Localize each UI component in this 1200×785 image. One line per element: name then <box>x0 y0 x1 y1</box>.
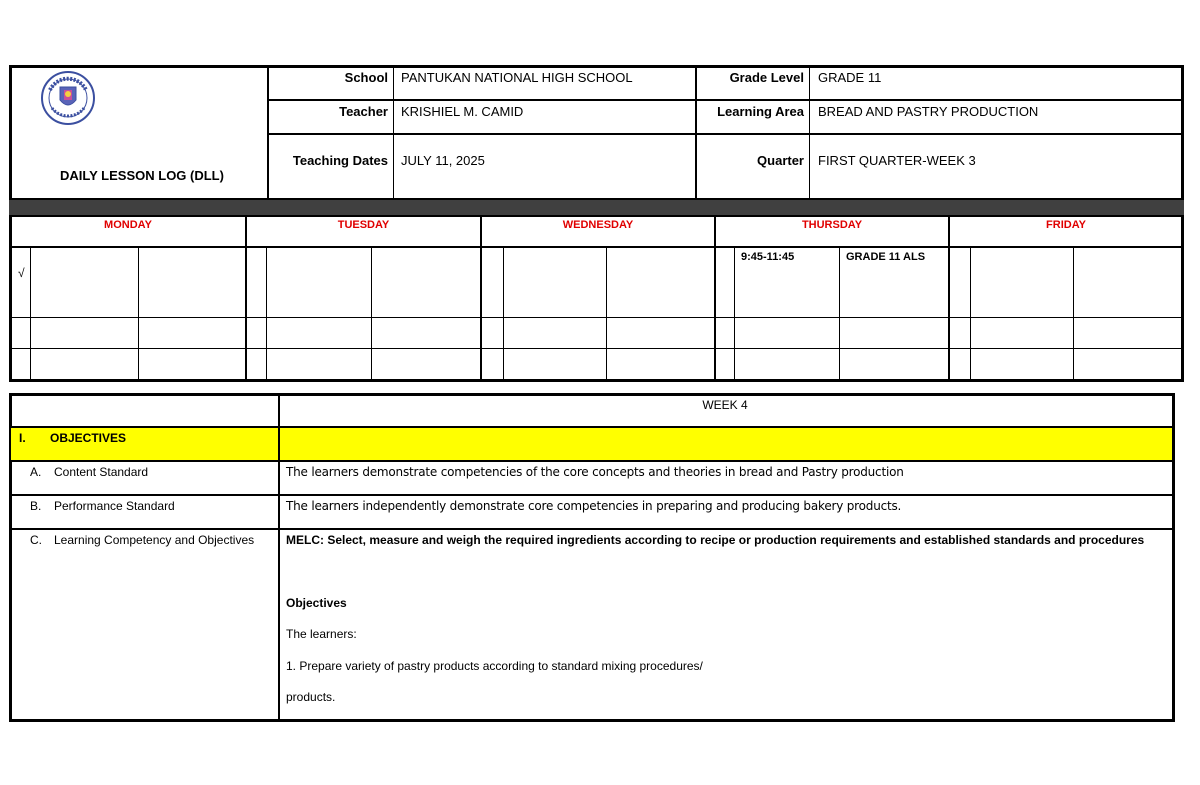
divider <box>138 247 139 380</box>
objective-item: 1. Prepare variety of pastry products according to standard mixing procedures/ <box>286 659 703 673</box>
week-label: WEEK 4 <box>702 398 748 412</box>
learning-area-value: BREAD AND PASTRY PRODUCTION <box>818 104 1039 119</box>
quarter-label: Quarter <box>757 153 804 168</box>
divider <box>503 247 504 380</box>
objective-item-continued: products. <box>286 690 336 704</box>
divider <box>734 247 735 380</box>
divider <box>11 528 1172 530</box>
divider <box>268 99 1182 101</box>
learning-competency-label: Learning Competency and Objectives <box>54 533 255 547</box>
day-thursday: THURSDAY <box>801 219 863 231</box>
divider <box>11 317 1182 318</box>
divider <box>245 216 247 380</box>
quarter-value: FIRST QUARTER-WEEK 3 <box>818 153 976 168</box>
objectives-heading: OBJECTIVES <box>50 431 127 445</box>
dark-separator-bar <box>9 200 1184 216</box>
day-monday: MONDAY <box>104 219 152 231</box>
learners-intro: The learners: <box>286 627 357 641</box>
performance-standard-letter: B. <box>30 499 42 513</box>
divider <box>371 247 372 380</box>
divider <box>11 348 1182 349</box>
divider <box>948 216 950 380</box>
thursday-time: 9:45-11:45 <box>741 251 795 263</box>
divider <box>970 247 971 380</box>
learning-area-label: Learning Area <box>717 104 804 119</box>
content-standard-letter: A. <box>30 465 42 479</box>
performance-standard-text: The learners independently demonstrate core competencies in preparing and producing bakery products. <box>286 499 902 513</box>
teaching-dates-label: Teaching Dates <box>292 153 388 168</box>
divider <box>30 247 31 380</box>
school-value: PANTUKAN NATIONAL HIGH SCHOOL <box>401 70 633 85</box>
day-tuesday: TUESDAY <box>337 219 390 231</box>
objectives-highlight-row <box>11 427 1172 460</box>
divider <box>266 247 267 380</box>
teaching-dates-value: JULY 11, 2025 <box>401 153 485 168</box>
divider <box>839 247 840 380</box>
divider <box>714 216 716 380</box>
performance-standard-label: Performance Standard <box>54 499 175 513</box>
divider <box>11 460 1172 462</box>
content-standard-label: Content Standard <box>54 465 149 479</box>
objectives-number: I. <box>19 431 26 445</box>
grade-level-value: GRADE 11 <box>818 70 882 85</box>
divider <box>11 426 1172 428</box>
page-title: DAILY LESSON LOG (DLL) <box>60 168 224 183</box>
divider <box>1073 247 1074 380</box>
divider <box>480 216 482 380</box>
thursday-section: GRADE 11 ALS <box>846 251 926 263</box>
objectives-title: Objectives <box>286 596 347 610</box>
divider <box>278 427 280 460</box>
deped-seal-logo <box>40 70 96 126</box>
melc-text: MELC: Select, measure and weigh the required ingredients according to recipe or production requirements and established standards and procedures <box>286 533 1145 547</box>
school-label: School <box>344 70 388 85</box>
day-friday: FRIDAY <box>1046 219 1086 231</box>
content-standard-text: The learners demonstrate competencies of the core concepts and theories in bread and Pastry production <box>286 465 904 479</box>
teacher-label: Teacher <box>339 104 388 119</box>
divider <box>11 246 1182 248</box>
divider <box>606 247 607 380</box>
check-mark: √ <box>18 266 25 280</box>
schedule-grid <box>9 215 1184 382</box>
grade-level-label: Grade Level <box>729 70 804 85</box>
teacher-value: KRISHIEL M. CAMID <box>401 104 524 119</box>
divider <box>268 133 1182 135</box>
divider <box>11 494 1172 496</box>
day-wednesday: WEDNESDAY <box>562 219 634 231</box>
learning-competency-letter: C. <box>30 533 42 547</box>
